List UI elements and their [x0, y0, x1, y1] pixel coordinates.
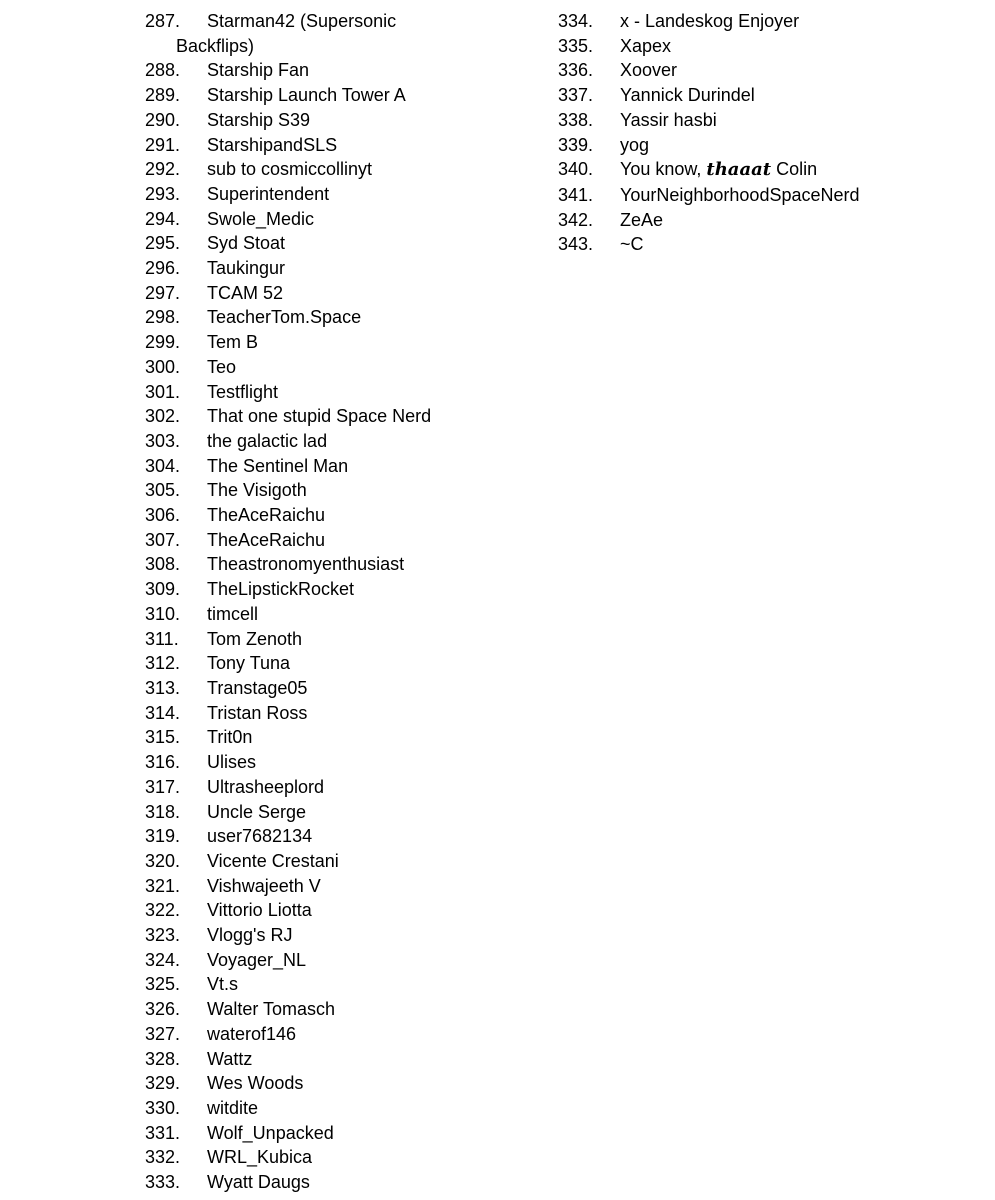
list-item-name: Teo — [207, 356, 237, 377]
list-item-number: 300. — [145, 356, 181, 377]
list-item-name: WRL_Kubica — [207, 1147, 313, 1168]
list-item-name: Starship Fan — [207, 60, 310, 81]
list-item-number: 289. — [145, 85, 181, 106]
list-item-name: TCAM 52 — [207, 282, 284, 303]
list-item-name: That one stupid Space Nerd — [207, 406, 432, 427]
list-item — [145, 380, 475, 405]
list-item-number: 295. — [145, 233, 181, 254]
list-item — [558, 133, 978, 158]
list-item-name: Trit0n — [207, 727, 253, 748]
list-item — [145, 898, 475, 923]
list-item-name: Xoover — [620, 60, 678, 81]
list-item-number: 298. — [145, 307, 181, 328]
list-item — [145, 1096, 475, 1121]
list-item-number: 343. — [558, 234, 594, 255]
name-list-left-column — [145, 9, 475, 1195]
list-item-number: 290. — [145, 109, 181, 130]
list-item-name: YourNeighborhoodSpaceNerd — [620, 184, 860, 205]
list-item-number: 304. — [145, 455, 181, 476]
list-item — [145, 330, 475, 355]
list-item — [145, 701, 475, 726]
list-item-name: Starman42 (Supersonic — [207, 11, 397, 31]
list-item-name: Syd Stoat — [207, 233, 286, 254]
list-item-number: 334. — [558, 11, 594, 31]
list-item-number: 321. — [145, 875, 181, 896]
list-item-name: Wes Woods — [207, 1073, 304, 1094]
list-item-name: Tristan Ross — [207, 702, 308, 723]
list-item-number: 311. — [145, 628, 179, 649]
list-item — [145, 133, 475, 158]
list-item — [145, 775, 475, 800]
list-item-name: Tom Zenoth — [207, 628, 303, 649]
list-item-number: 296. — [145, 258, 181, 279]
list-item-number: 299. — [145, 332, 181, 353]
list-item-number: 315. — [145, 727, 181, 748]
list-item — [145, 1047, 475, 1072]
list-item-name: waterof146 — [207, 1023, 297, 1044]
list-item — [558, 157, 978, 183]
list-item-name: TheAceRaichu — [207, 505, 326, 526]
list-item-number: 322. — [145, 900, 181, 921]
list-item — [145, 849, 475, 874]
list-item-number: 301. — [145, 381, 181, 402]
list-item-name: Testflight — [207, 381, 279, 402]
list-item-name-part: Colin — [771, 159, 818, 180]
list-item — [145, 948, 475, 973]
list-item — [145, 281, 475, 306]
list-item-number: 339. — [558, 134, 594, 155]
list-item-number: 333. — [145, 1172, 181, 1193]
list-item-number: 318. — [145, 801, 181, 822]
list-item-number: 309. — [145, 579, 181, 600]
list-item — [145, 627, 475, 652]
list-item-name: Uncle Serge — [207, 801, 307, 822]
list-item-name: Wyatt Daugs — [207, 1172, 310, 1193]
list-item-name: TheLipstickRocket — [207, 579, 355, 600]
list-item-number: 312. — [145, 653, 181, 674]
list-item-name — [620, 157, 817, 183]
list-item-name: x - Landeskog Enjoyer — [620, 11, 800, 31]
list-item — [145, 651, 475, 676]
list-item — [145, 577, 475, 602]
list-item-name: Xapex — [620, 35, 672, 56]
list-item — [145, 997, 475, 1022]
list-item-number: 316. — [145, 752, 181, 773]
list-item — [145, 972, 475, 997]
list-item — [558, 108, 978, 133]
list-item-number: 340. — [558, 159, 594, 180]
list-item-number: 305. — [145, 480, 181, 501]
list-item — [558, 83, 978, 108]
list-item — [145, 58, 475, 83]
list-item-name: Swole_Medic — [207, 208, 315, 229]
list-item-name: Wattz — [207, 1048, 253, 1069]
list-item — [145, 750, 475, 775]
list-item — [145, 552, 475, 577]
list-item-number: 303. — [145, 430, 181, 451]
list-item-number: 287. — [145, 11, 181, 31]
list-item-number: 297. — [145, 282, 181, 303]
list-item-number: 341. — [558, 184, 594, 205]
list-item-number: 335. — [558, 35, 594, 56]
list-item-name: Vittorio Liotta — [207, 900, 312, 921]
list-item — [145, 83, 475, 108]
list-item-number: 338. — [558, 109, 594, 130]
list-item-name: the galactic lad — [207, 430, 328, 451]
list-item-name: ZeAe — [620, 209, 664, 230]
list-item-number: 302. — [145, 406, 181, 427]
list-item — [145, 256, 475, 281]
list-item — [145, 157, 475, 182]
list-item-name: The Sentinel Man — [207, 455, 349, 476]
list-item-number: 336. — [558, 60, 594, 81]
list-item-number: 332. — [145, 1147, 181, 1168]
list-item-number: 319. — [145, 826, 181, 847]
list-item-number: 331. — [145, 1122, 181, 1143]
list-item-name: yog — [620, 134, 650, 155]
list-item-number: 291. — [145, 134, 181, 155]
list-item-name: Starship Launch Tower A — [207, 85, 406, 106]
list-item-name: ~C — [620, 234, 644, 255]
list-item — [145, 1022, 475, 1047]
list-item-name: Superintendent — [207, 183, 330, 204]
list-item-number: 324. — [145, 949, 181, 970]
list-item — [145, 454, 475, 479]
list-item-number: 323. — [145, 925, 181, 946]
list-item-name: user7682134 — [207, 826, 313, 847]
list-item-name: Theastronomyenthusiast — [207, 554, 405, 575]
list-item-number: 329. — [145, 1073, 181, 1094]
list-item — [145, 725, 475, 750]
list-item-name: sub to cosmiccollinyt — [207, 159, 373, 180]
list-item — [558, 232, 978, 257]
list-item-name: Tony Tuna — [207, 653, 291, 674]
list-item-number: 342. — [558, 209, 594, 230]
list-item-name: Vishwajeeth V — [207, 875, 321, 896]
list-item — [145, 528, 475, 553]
list-item — [145, 1145, 475, 1170]
list-item-number: 320. — [145, 850, 181, 871]
list-item — [145, 602, 475, 627]
list-item-name: Walter Tomasch — [207, 999, 336, 1020]
list-item-number: 288. — [145, 60, 181, 81]
list-item — [145, 404, 475, 429]
list-item — [558, 183, 978, 208]
list-item-number: 337. — [558, 85, 594, 106]
list-item — [145, 923, 475, 948]
list-item-number: 314. — [145, 702, 181, 723]
list-item — [145, 800, 475, 825]
list-item-name: Transtage05 — [207, 677, 308, 698]
list-item-number: 310. — [145, 603, 181, 624]
list-item — [558, 34, 978, 59]
list-item-name-continuation: Backflips) — [176, 35, 255, 56]
list-item-name: Starship S39 — [207, 109, 311, 130]
list-item-number: 317. — [145, 776, 181, 797]
list-item — [145, 478, 475, 503]
list-item-name: witdite — [207, 1097, 259, 1118]
name-list-right-column — [558, 9, 978, 257]
list-item-number: 328. — [145, 1048, 181, 1069]
list-item — [145, 824, 475, 849]
list-item-number: 308. — [145, 554, 181, 575]
list-item-name: Vlogg's RJ — [207, 925, 293, 946]
list-item-name: TheAceRaichu — [207, 529, 326, 550]
list-item-number: 325. — [145, 974, 181, 995]
list-item — [145, 207, 475, 232]
list-item — [558, 208, 978, 233]
list-item — [145, 874, 475, 899]
list-item — [145, 182, 475, 207]
list-item-number: 294. — [145, 208, 181, 229]
list-item-name: Tem B — [207, 332, 259, 353]
list-item — [145, 305, 475, 330]
list-item — [145, 429, 475, 454]
list-item-name: Ultrasheeplord — [207, 776, 325, 797]
list-item-name: timcell — [207, 603, 259, 624]
list-item-name: Yassir hasbi — [620, 109, 717, 130]
list-item-name: TeacherTom.Space — [207, 307, 362, 328]
list-item-number: 327. — [145, 1023, 181, 1044]
list-item — [145, 503, 475, 528]
list-item-number: 307. — [145, 529, 181, 550]
list-item-name: Yannick Durindel — [620, 85, 755, 106]
list-item-number: 306. — [145, 505, 181, 526]
list-item — [558, 9, 978, 34]
list-item-number: 326. — [145, 999, 181, 1020]
list-item-name: The Visigoth — [207, 480, 307, 501]
list-item-name: Voyager_NL — [207, 949, 307, 970]
list-item-number: 293. — [145, 183, 181, 204]
list-item-number: 292. — [145, 159, 181, 180]
list-item-number: 330. — [145, 1097, 181, 1118]
list-item — [145, 231, 475, 256]
list-item-name-emphasis: thaaat — [706, 159, 772, 181]
list-item-name: Taukingur — [207, 258, 286, 279]
list-item — [558, 58, 978, 83]
list-item-name: Vt.s — [207, 974, 239, 995]
list-item-name: Vicente Crestani — [207, 850, 339, 871]
list-item — [145, 1121, 475, 1146]
list-item-name: Ulises — [207, 752, 257, 773]
list-item — [145, 355, 475, 380]
list-item-number: 313. — [145, 677, 181, 698]
list-item-name: Wolf_Unpacked — [207, 1122, 334, 1143]
list-item — [145, 9, 475, 58]
list-item — [145, 1170, 475, 1195]
list-item-name-part: You know, — [620, 159, 707, 180]
list-item — [145, 676, 475, 701]
list-item — [145, 108, 475, 133]
list-item — [145, 1071, 475, 1096]
list-item-name: StarshipandSLS — [207, 134, 338, 155]
